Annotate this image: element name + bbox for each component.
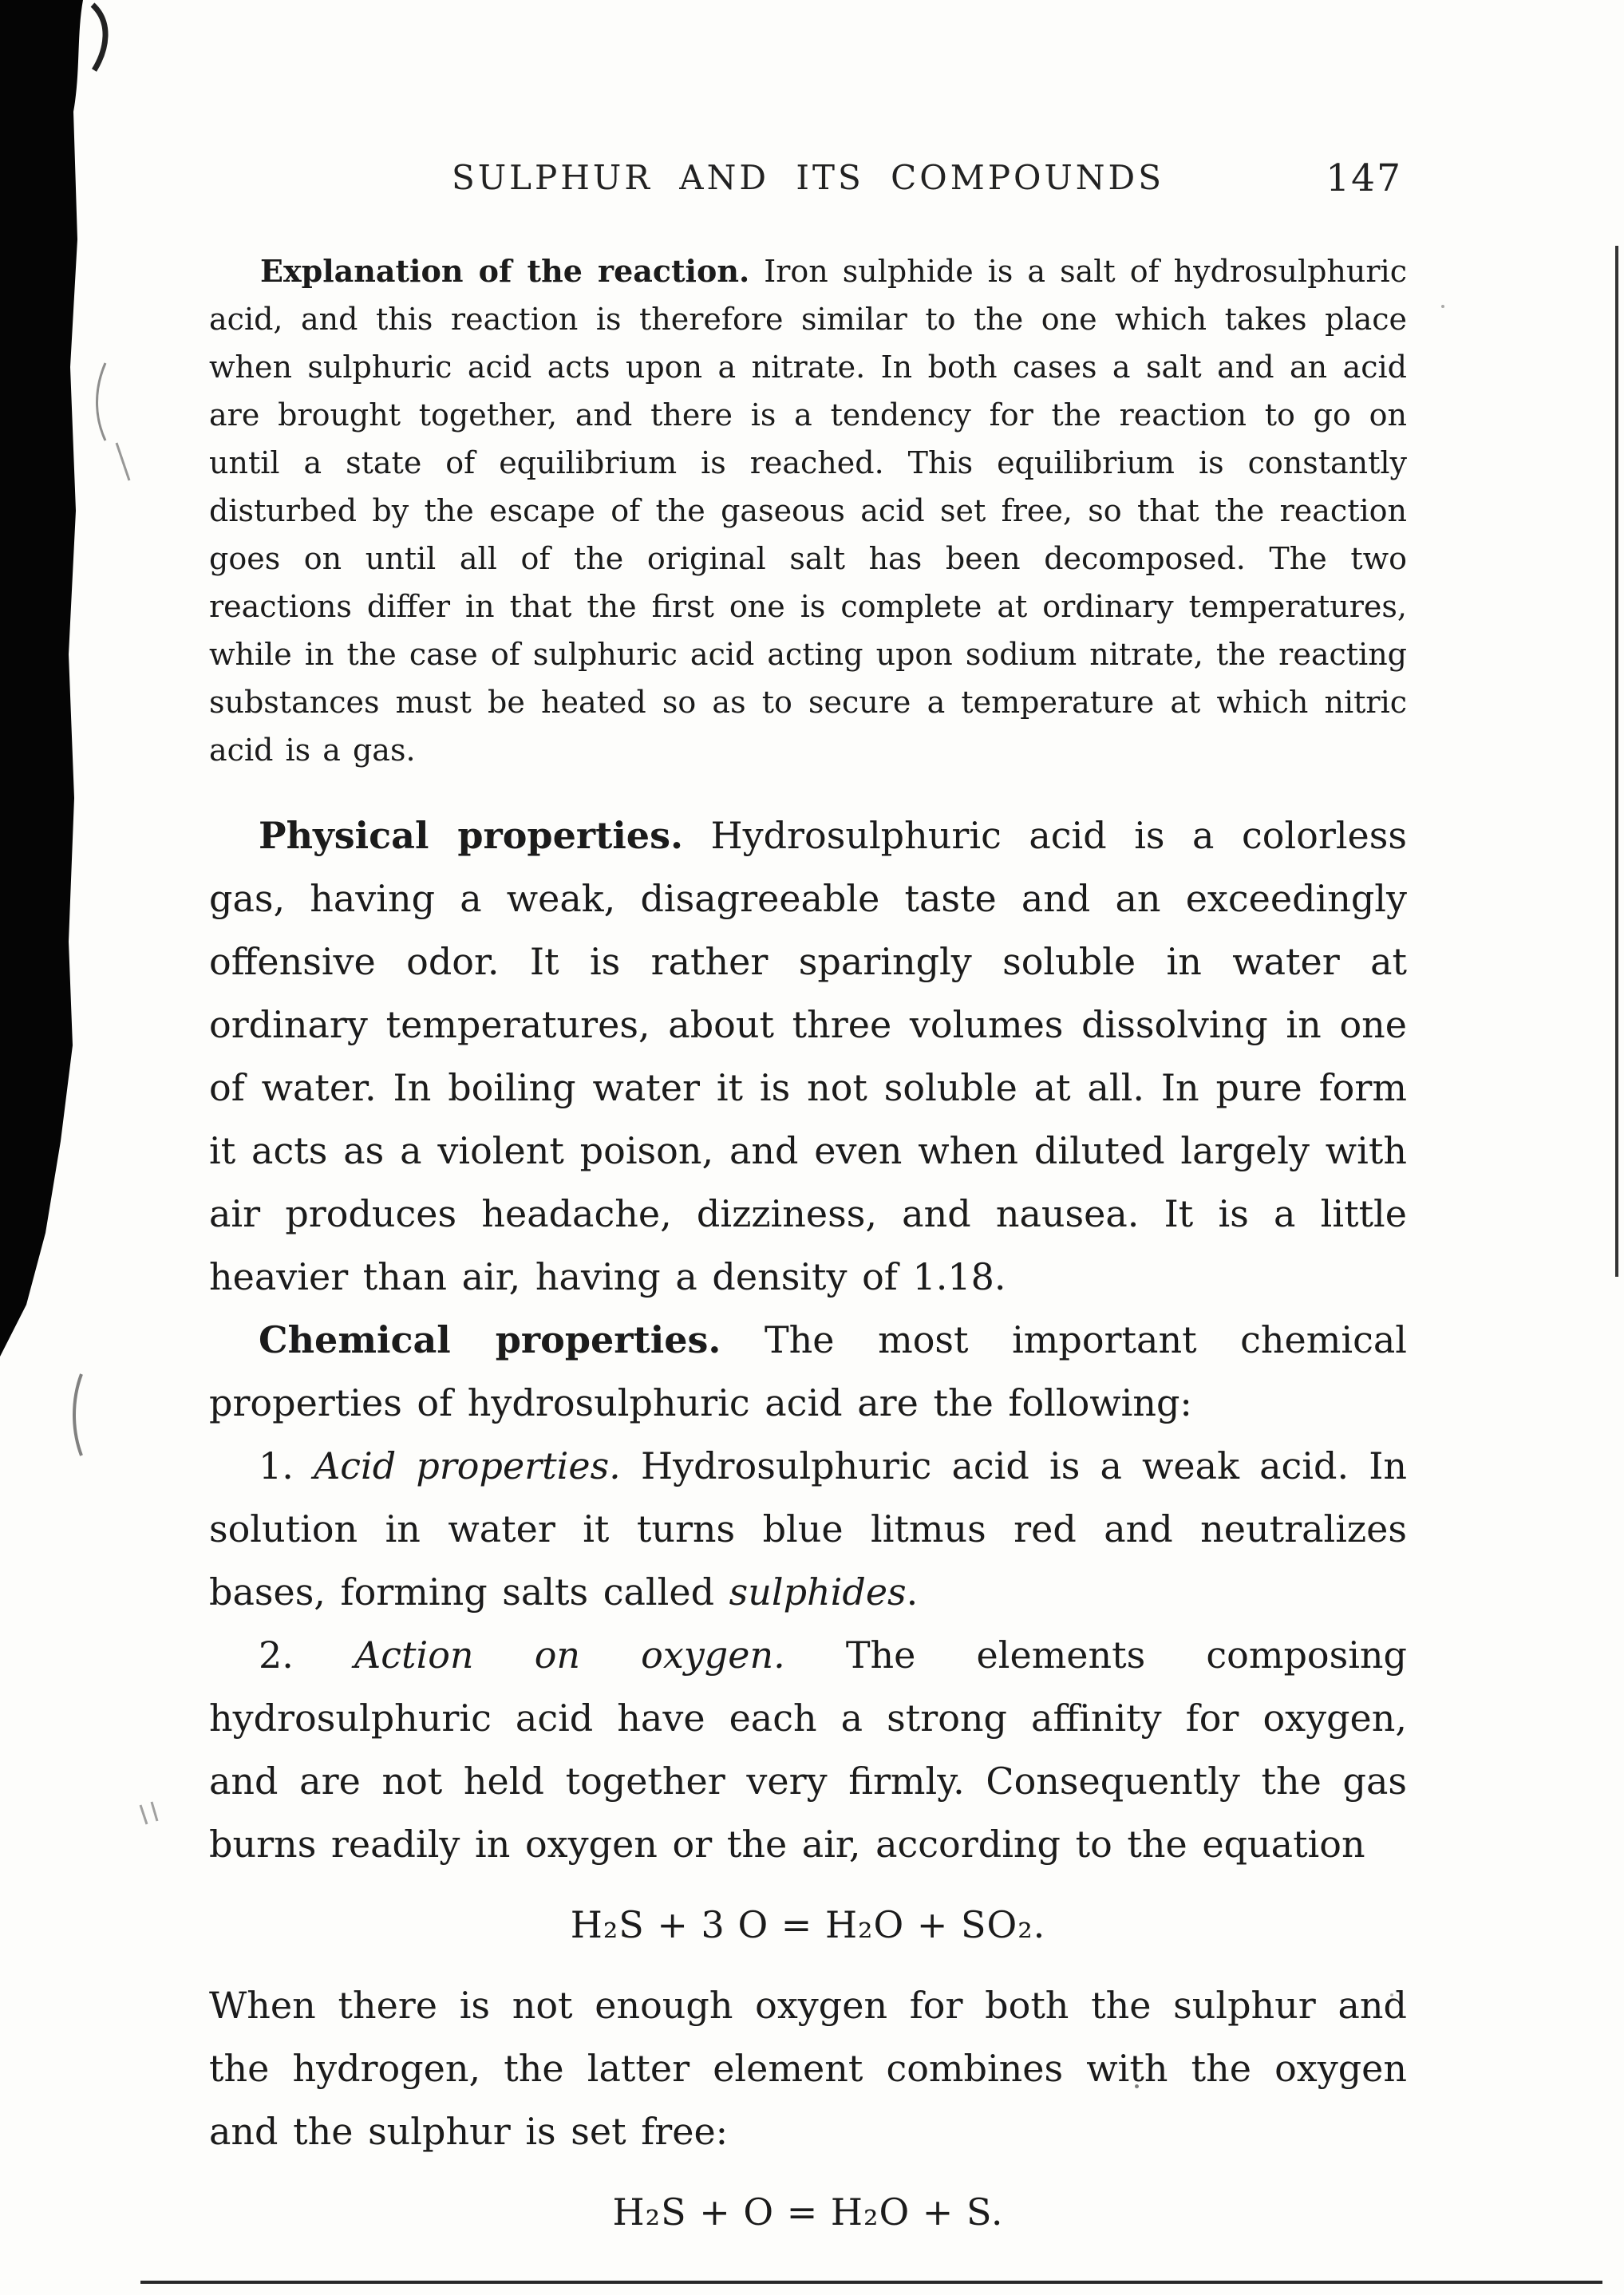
page-content bbox=[209, 158, 1407, 2261]
scan-right-edge-line bbox=[1615, 246, 1618, 1277]
page-header bbox=[209, 158, 1407, 204]
scan-artifact-tick bbox=[140, 1802, 157, 1824]
paragraph-lead-physical: Physical properties. bbox=[259, 814, 683, 857]
paragraph-text-chemical: The most important chemical properties of hydrosulphuric acid are the following: bbox=[209, 1318, 1407, 1424]
paragraph-acid-properties bbox=[209, 1435, 1407, 1624]
scan-artifact-paren-lower bbox=[74, 1374, 81, 1456]
running-title: SULPHUR AND ITS COMPOUNDS bbox=[451, 158, 1164, 197]
emphasized-word-sulphides: sulphides bbox=[729, 1570, 907, 1614]
scan-artifact-paren-upper bbox=[97, 363, 106, 440]
page-number: 147 bbox=[1326, 156, 1402, 200]
paragraph-lead-oxygen: Action on oxygen. bbox=[354, 1633, 785, 1677]
paragraph-tail-acid: . bbox=[906, 1570, 919, 1614]
list-number-1: 1. bbox=[259, 1444, 294, 1487]
scan-hook-mark bbox=[93, 5, 105, 70]
ink-speck bbox=[1441, 305, 1444, 308]
paragraph-text-physical: Hydrosulphuric acid is a colorless gas, having a weak, disagreeable taste and an exceedingly offensive odor. It is rather sparingly soluble in water at ordinary temperatures, about three volumes dissolving in one of water. In boiling water it is not soluble at all. In pure form it acts as a violent poison, and even when diluted largely with air produces headache, dizziness, and nausea. It is a little heavier than air, having a density of 1.18. bbox=[209, 814, 1407, 1298]
scan-artifact-slash bbox=[117, 443, 129, 480]
paragraph-lead-chemical: Chemical properties. bbox=[259, 1318, 721, 1361]
paragraph-lead-acid: Acid properties. bbox=[314, 1444, 621, 1487]
paragraph-text-explanation: Iron sulphide is a salt of hydrosulphuric acid, and this reaction is therefore similar to the one which takes place when sulphuric acid acts upon a nitrate. In both cases a salt and an acid are brought together, and there is a tendency for the reaction to go on until a state of equilibrium is reached. This equilibrium is constantly disturbed by the escape of the gaseous acid set free, so that the reaction goes on until all of the original salt has been decomposed. The two reactions differ in that the first one is complete at ordinary temperatures, while in the case of sulphuric acid acting upon sodium nitrate, the reacting substances must be heated so as to secure a temperature at which nitric acid is a gas. bbox=[209, 254, 1407, 768]
paragraph-action-on-oxygen bbox=[209, 1624, 1407, 1876]
paragraph-continuation: When there is not enough oxygen for both the sulphur and the hydrogen, the latter element combines with the oxygen and the sulphur is set free: bbox=[209, 1984, 1407, 2153]
paragraph-chemical-properties bbox=[209, 1309, 1407, 1435]
scan-bottom-edge-line bbox=[140, 2281, 1602, 2284]
paragraph-text-acid: Hydrosulphuric acid is a weak acid. In solution in water it turns blue litmus red and neutralizes bases, forming salts called bbox=[209, 1444, 1408, 1614]
binding-shadow-shape bbox=[0, 0, 83, 1357]
paragraph-physical-properties bbox=[209, 804, 1407, 1309]
equation-combustion: H₂S + 3 O = H₂O + SO₂. bbox=[570, 1903, 1046, 1946]
paragraph-text-oxygen: The elements composing hydrosulphuric acid have each a strong affinity for oxygen, and are not held together very firmly. Consequently the gas burns readily in oxygen or the air, according to the equation bbox=[209, 1633, 1408, 1866]
equation-partial-oxidation: H₂S + O = H₂O + S. bbox=[612, 2190, 1004, 2234]
list-number-2: 2. bbox=[259, 1633, 294, 1677]
paragraph-lead-explanation: Explanation of the reaction. bbox=[260, 253, 750, 289]
paragraph-explanation bbox=[209, 247, 1407, 774]
